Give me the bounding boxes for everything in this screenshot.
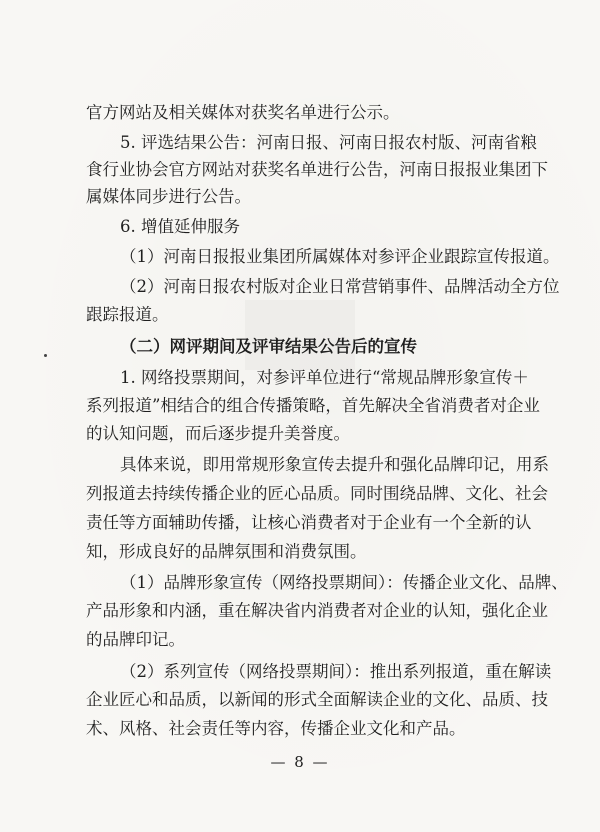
text-line: 跟踪报道。 <box>86 305 169 324</box>
text-line: 列报道去持续传播企业的匠心品质。同时围绕品牌、文化、社会 <box>86 484 548 503</box>
text-line: （1）河南日报报业集团所属媒体对参评企业跟踪宣传报道。 <box>120 247 560 266</box>
text-line: 知，形成良好的品牌氛围和消费氛围。 <box>86 542 367 561</box>
text-line: 的认知问题，而后逐步提升美誉度。 <box>86 424 350 443</box>
text-line: 1. 网络投票期间，对参评单位进行“常规品牌形象宣传＋ <box>120 368 529 387</box>
text-line: 5. 评选结果公告：河南日报、河南日报农村版、河南省粮 <box>120 133 537 152</box>
text-line: 产品形象和内涵，重在解决省内消费者对企业的认知，强化企业 <box>86 601 548 620</box>
text-line: （2）系列宣传（网络投票期间）：推出系列报道，重在解读 <box>120 662 552 681</box>
section-heading: 6. 增值延伸服务 <box>120 217 240 236</box>
text-line: 官方网站及相关媒体对获奖名单进行公示。 <box>86 103 400 122</box>
text-line: 企业匠心和品质，以新闻的形式全面解读企业的文化、品质、技 <box>86 690 548 709</box>
text-line: 术、风格、社会责任等内容，传播企业文化和产品。 <box>86 719 466 738</box>
text-line: （1）品牌形象宣传（网络投票期间）：传播企业文化、品牌、 <box>120 573 568 592</box>
text-line: （2）河南日报农村版对企业日常营销事件、品牌活动全方位 <box>120 277 560 296</box>
subsection-heading: （二）网评期间及评审结果公告后的宣传 <box>120 337 417 356</box>
text-line: 责任等方面辅助传播，让核心消费者对于企业有一个全新的认 <box>86 513 532 532</box>
margin-dot <box>44 354 47 357</box>
text-line: 属媒体同步进行公告。 <box>86 187 251 206</box>
page-number: — 8 — <box>270 753 330 771</box>
text-line: 食行业协会官方网站对获奖名单进行公告，河南日报报业集团下 <box>86 160 548 179</box>
text-line: 的品牌印记。 <box>86 630 185 649</box>
text-line: 具体来说，即用常规形象宣传去提升和强化品牌印记，用系 <box>120 455 549 474</box>
text-line: 系列报道”相结合的组合传播策略，首先解决全省消费者对企业 <box>86 396 540 415</box>
